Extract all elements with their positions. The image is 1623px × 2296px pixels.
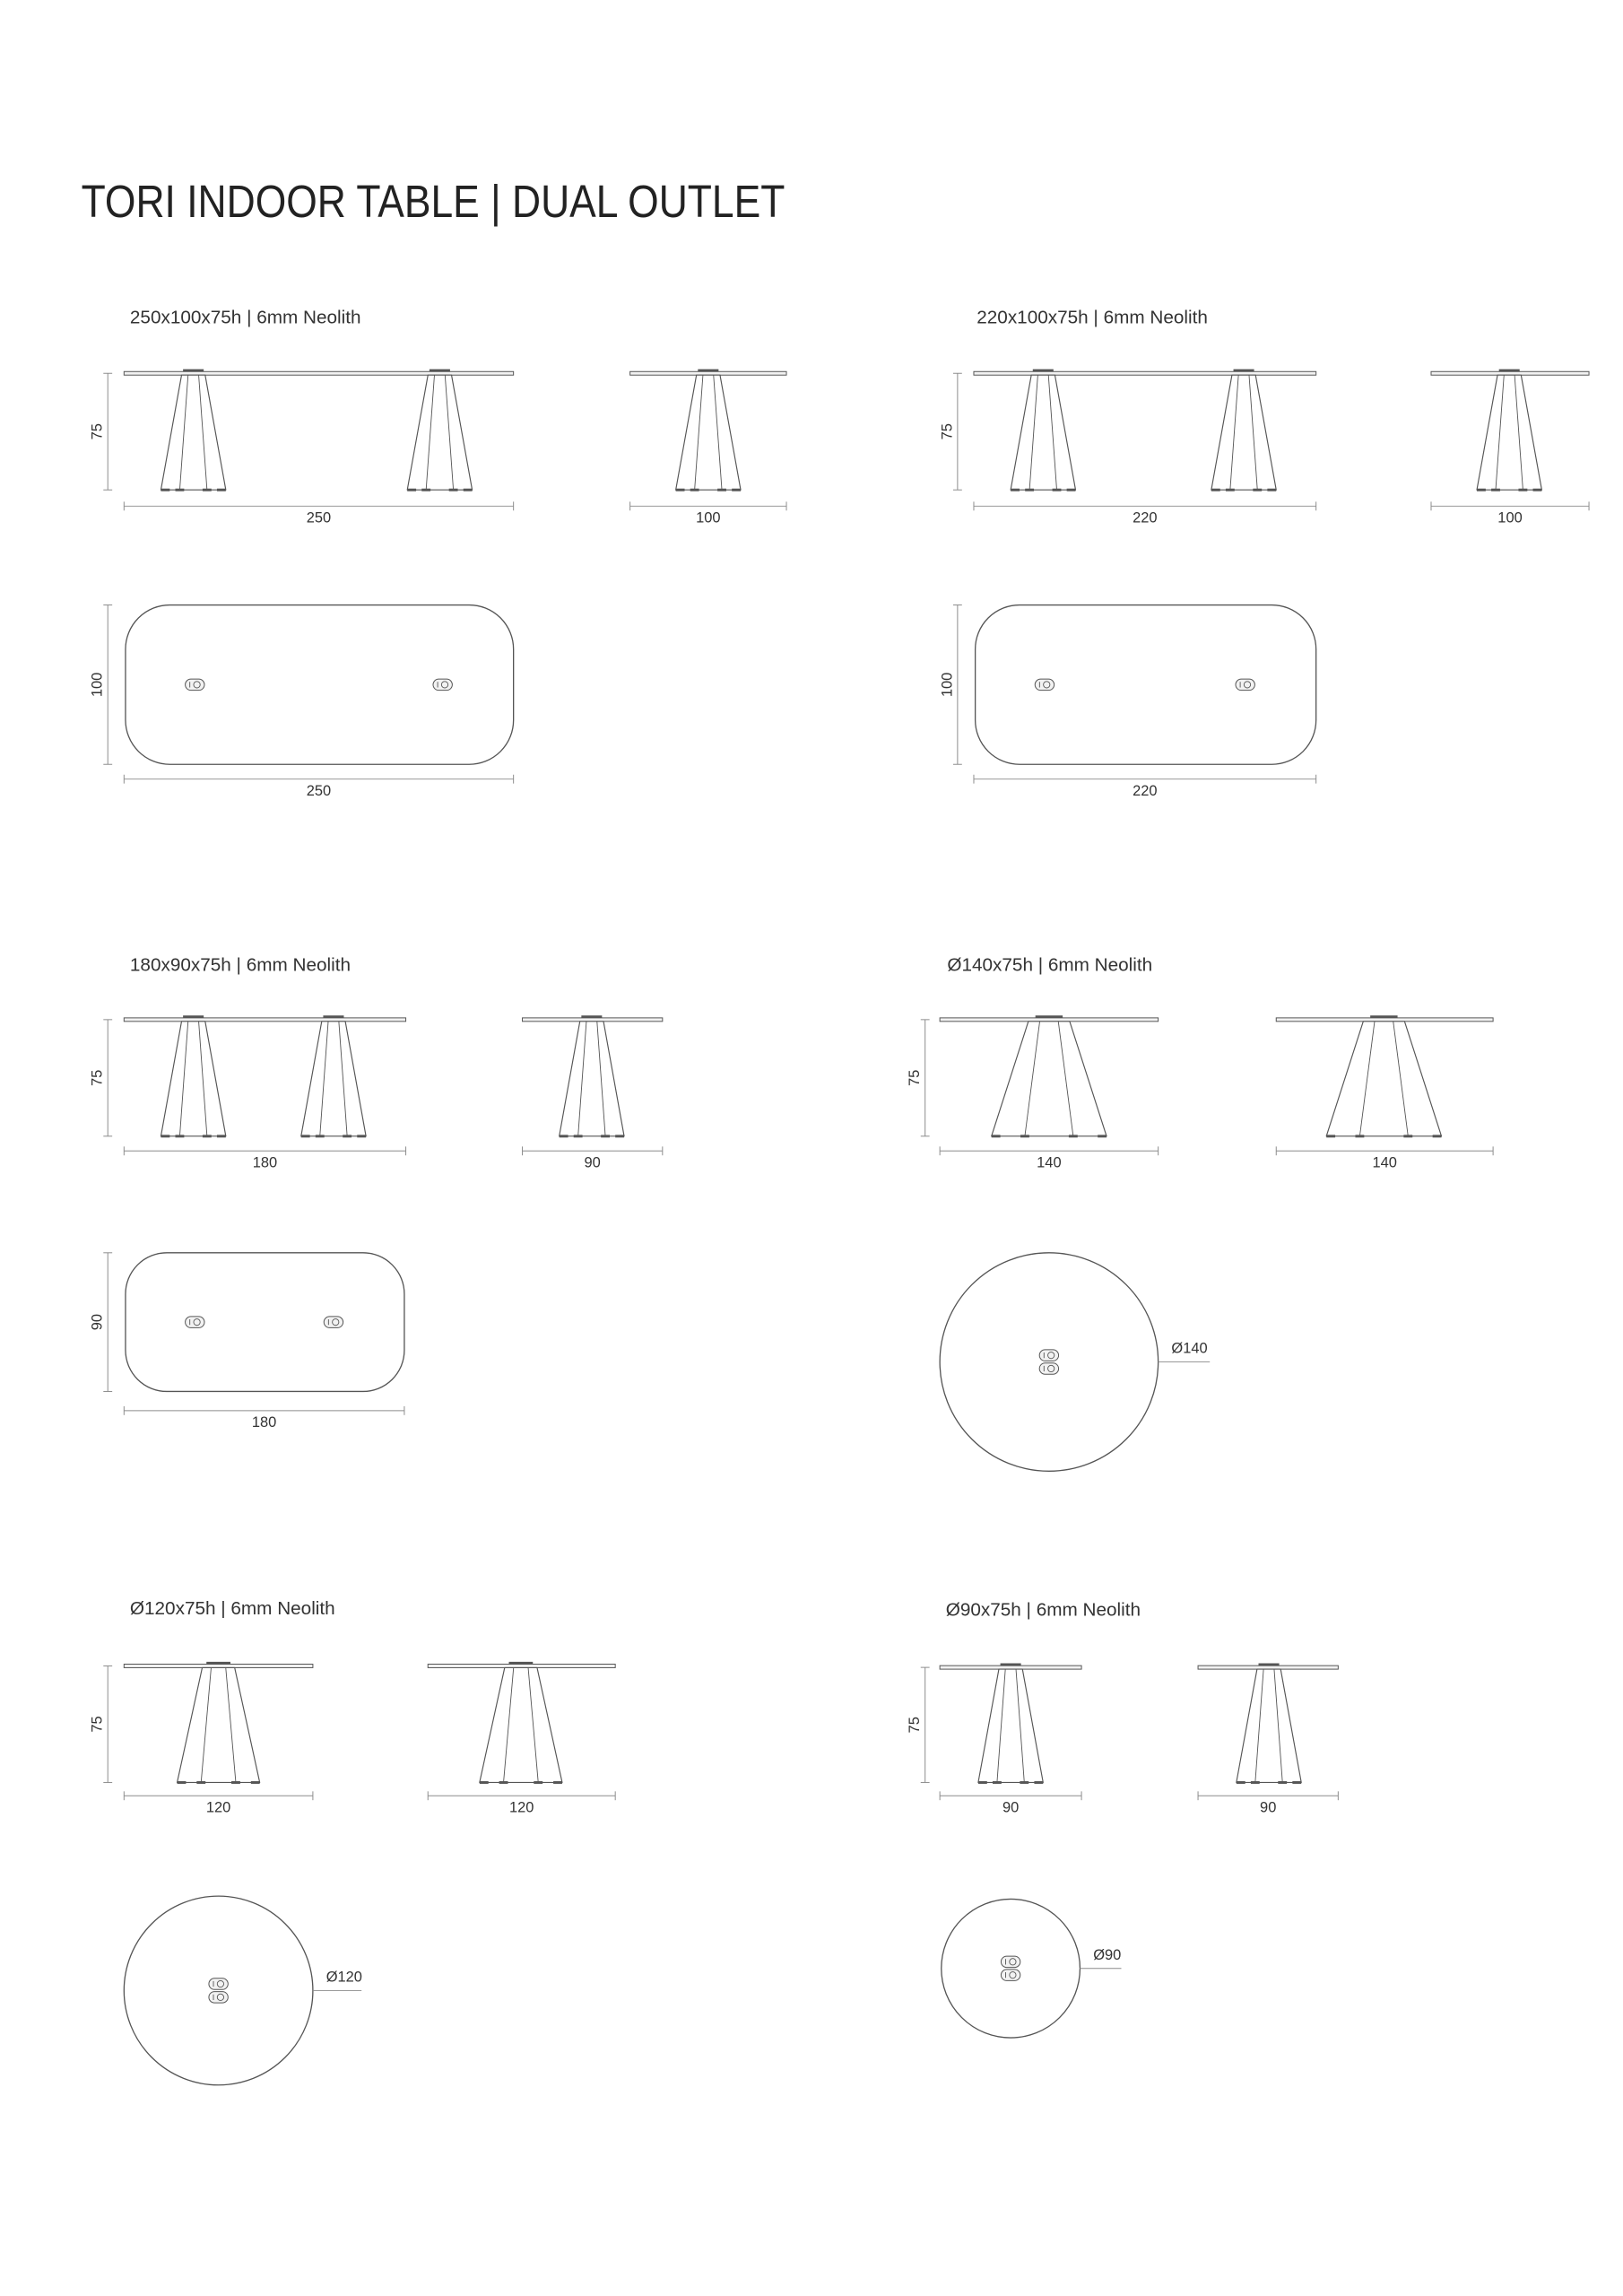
leg-foot xyxy=(1326,1135,1335,1137)
outlet-cap xyxy=(1499,370,1520,372)
leg-foot xyxy=(1533,489,1542,491)
leg-foot xyxy=(499,1781,508,1784)
leg-foot xyxy=(1278,1781,1287,1784)
leg-foot xyxy=(1292,1781,1301,1784)
outlet-body xyxy=(433,679,452,691)
leg-foot xyxy=(1025,489,1034,491)
leg-foot xyxy=(464,489,473,491)
leg-foot xyxy=(1226,489,1235,491)
width-dimension-label: 90 xyxy=(1260,1799,1277,1816)
outlet-body xyxy=(186,679,204,691)
leg-foot xyxy=(176,1135,185,1137)
tabletop-edge xyxy=(124,1665,313,1668)
page-title: TORI INDOOR TABLE | DUAL OUTLET xyxy=(81,175,785,227)
leg-foot xyxy=(217,1135,226,1137)
section-caption: 250x100x75h | 6mm Neolith xyxy=(129,307,361,328)
tabletop-edge xyxy=(523,1018,663,1022)
leg-foot xyxy=(534,1781,542,1784)
height-dimension-label: 75 xyxy=(89,423,106,440)
leg-foot xyxy=(615,1135,624,1137)
tabletop-edge xyxy=(630,371,786,375)
outlet-cap xyxy=(1234,370,1254,372)
leg-foot xyxy=(301,1135,310,1137)
leg-foot xyxy=(316,1135,325,1137)
leg-foot xyxy=(1267,489,1276,491)
width-dimension-label: 90 xyxy=(584,1154,601,1171)
outlet-cap xyxy=(1036,1015,1063,1018)
leg-foot xyxy=(1053,489,1062,491)
outlet-body xyxy=(209,1992,228,2004)
outlet-body xyxy=(1236,679,1254,691)
leg-foot xyxy=(203,489,212,491)
power-outlet-icon xyxy=(186,679,204,691)
diameter-label: Ø140 xyxy=(1171,1340,1208,1357)
power-outlet-icon xyxy=(209,1979,228,1990)
outlet-cap xyxy=(206,1662,230,1665)
leg-foot xyxy=(1067,489,1076,491)
leg-foot xyxy=(480,1781,489,1784)
power-outlet-icon xyxy=(1039,1363,1058,1375)
length-dimension-label: 220 xyxy=(1133,782,1158,799)
leg-foot xyxy=(217,489,226,491)
leg-foot xyxy=(1211,489,1220,491)
outlet-cap xyxy=(1033,370,1054,372)
leg-foot xyxy=(1491,489,1500,491)
outlet-cap xyxy=(430,370,450,372)
length-dimension-label: 250 xyxy=(306,782,332,799)
leg-foot xyxy=(161,489,169,491)
leg-foot xyxy=(717,489,726,491)
tabletop-edge xyxy=(974,371,1316,375)
section-caption: Ø120x75h | 6mm Neolith xyxy=(129,1597,335,1619)
leg-foot xyxy=(1355,1135,1364,1137)
outlet-body xyxy=(324,1317,343,1328)
power-outlet-icon xyxy=(1001,1956,1020,1968)
leg-foot xyxy=(176,489,185,491)
length-dimension-label: 180 xyxy=(251,1413,277,1431)
power-outlet-icon xyxy=(324,1317,343,1328)
tabletop-edge xyxy=(428,1665,615,1668)
width-dimension-label: 120 xyxy=(205,1799,231,1816)
leg-foot xyxy=(993,1781,1002,1784)
section-caption: Ø140x75h | 6mm Neolith xyxy=(947,954,1153,976)
leg-foot xyxy=(1251,1781,1260,1784)
leg-foot xyxy=(421,489,430,491)
width-dimension-label: 140 xyxy=(1372,1154,1397,1171)
leg-foot xyxy=(553,1781,562,1784)
power-outlet-icon xyxy=(1001,1970,1020,1981)
outlet-body xyxy=(209,1979,228,1990)
leg-foot xyxy=(449,489,458,491)
power-outlet-icon xyxy=(1035,679,1054,691)
outlet-cap xyxy=(1370,1015,1397,1018)
leg-foot xyxy=(407,489,416,491)
outlet-body xyxy=(186,1317,204,1328)
height-dimension-label: 75 xyxy=(907,1717,924,1734)
power-outlet-icon xyxy=(209,1992,228,2004)
leg-foot xyxy=(1034,1781,1043,1784)
leg-foot xyxy=(1253,489,1262,491)
outlet-cap xyxy=(1259,1664,1280,1666)
outlet-body xyxy=(1039,1363,1058,1375)
leg-foot xyxy=(343,1135,352,1137)
tabletop-edge xyxy=(1431,371,1589,375)
leg-foot xyxy=(251,1781,260,1784)
leg-foot xyxy=(231,1781,240,1784)
tabletop-edge xyxy=(124,1018,405,1022)
outlet-body xyxy=(1001,1956,1020,1968)
outlet-cap xyxy=(698,370,718,372)
leg-foot xyxy=(357,1135,366,1137)
width-dimension-label: 140 xyxy=(1037,1154,1062,1171)
depth-dimension-label: 90 xyxy=(89,1313,106,1331)
height-dimension-label: 75 xyxy=(89,1716,106,1733)
diameter-label: Ø90 xyxy=(1093,1946,1122,1963)
outlet-body xyxy=(1039,1350,1058,1361)
leg-foot xyxy=(601,1135,610,1137)
power-outlet-icon xyxy=(1236,679,1254,691)
width-dimension-label: 100 xyxy=(696,509,721,526)
outlet-cap xyxy=(1001,1664,1021,1666)
leg-foot xyxy=(196,1781,205,1784)
power-outlet-icon xyxy=(186,1317,204,1328)
diameter-label: Ø120 xyxy=(325,1969,362,1986)
leg-foot xyxy=(1011,489,1020,491)
outlet-cap xyxy=(581,1015,602,1018)
outlet-cap xyxy=(183,1015,204,1018)
width-dimension-label: 250 xyxy=(306,509,332,526)
leg-foot xyxy=(1098,1135,1107,1137)
tabletop-edge xyxy=(940,1665,1081,1669)
leg-foot xyxy=(978,1781,987,1784)
tabletop-edge xyxy=(1198,1665,1338,1669)
leg-foot xyxy=(161,1135,169,1137)
depth-dimension-label: 100 xyxy=(939,672,956,698)
leg-foot xyxy=(992,1135,1001,1137)
outlet-cap xyxy=(183,370,204,372)
width-dimension-label: 120 xyxy=(508,1799,534,1816)
leg-foot xyxy=(690,489,699,491)
depth-dimension-label: 100 xyxy=(89,672,106,698)
section-caption: 180x90x75h | 6mm Neolith xyxy=(129,954,351,976)
leg-foot xyxy=(1020,1781,1028,1784)
outlet-cap xyxy=(323,1015,343,1018)
width-dimension-label: 100 xyxy=(1497,509,1523,526)
outlet-cap xyxy=(509,1662,534,1665)
section-caption: 220x100x75h | 6mm Neolith xyxy=(976,307,1208,328)
width-dimension-label: 180 xyxy=(252,1154,278,1171)
tabletop-edge xyxy=(940,1018,1158,1022)
power-outlet-icon xyxy=(1039,1350,1058,1361)
leg-foot xyxy=(1518,489,1527,491)
leg-foot xyxy=(676,489,685,491)
leg-foot xyxy=(1020,1135,1029,1137)
leg-foot xyxy=(560,1135,568,1137)
tabletop-edge xyxy=(1276,1018,1493,1022)
power-outlet-icon xyxy=(433,679,452,691)
height-dimension-label: 75 xyxy=(939,423,956,440)
height-dimension-label: 75 xyxy=(89,1069,106,1086)
tabletop-edge xyxy=(124,371,513,375)
leg-foot xyxy=(1477,489,1486,491)
width-dimension-label: 90 xyxy=(1002,1799,1020,1816)
leg-foot xyxy=(1403,1135,1412,1137)
section-caption: Ø90x75h | 6mm Neolith xyxy=(945,1599,1141,1621)
outlet-body xyxy=(1035,679,1054,691)
leg-foot xyxy=(1433,1135,1442,1137)
leg-foot xyxy=(1237,1781,1245,1784)
leg-foot xyxy=(178,1781,187,1784)
leg-foot xyxy=(203,1135,212,1137)
leg-foot xyxy=(1069,1135,1078,1137)
leg-foot xyxy=(732,489,741,491)
height-dimension-label: 75 xyxy=(907,1069,924,1086)
width-dimension-label: 220 xyxy=(1133,509,1158,526)
outlet-body xyxy=(1001,1970,1020,1981)
leg-foot xyxy=(574,1135,583,1137)
